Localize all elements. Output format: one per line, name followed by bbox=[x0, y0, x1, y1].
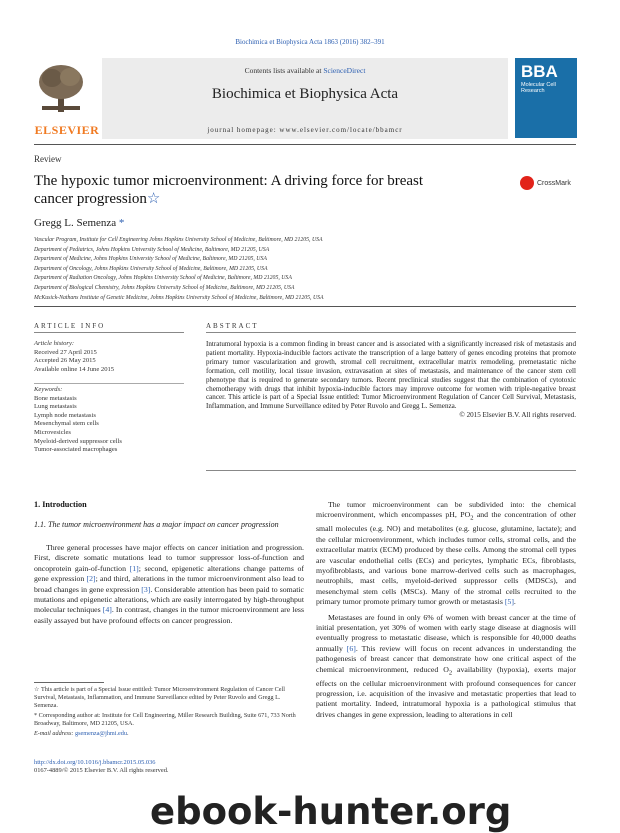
contents-line bbox=[120, 66, 490, 75]
journal-homepage[interactable]: journal homepage: www.elsevier.com/locate/bbamcr bbox=[207, 126, 403, 134]
abstract-heading: ABSTRACT bbox=[206, 322, 259, 330]
affiliation: Vascular Program, Institute for Cell Engineering Johns Hopkins University School of Medicine, Baltimore, MD 21205, USA bbox=[34, 237, 323, 243]
email-link[interactable]: gsemenza@jhmi.edu bbox=[75, 730, 127, 737]
article-info-heading: ARTICLE INFO bbox=[34, 322, 106, 330]
section-heading: 1. Introduction bbox=[34, 500, 87, 509]
text-run: Three general processes have major effects on cancer initiation and progression. First, discrete somatic mutations lead to tumor suppressor loss-of-function and oncoprotein gain-of-function bbox=[34, 543, 304, 573]
affiliation: Department of Biological Chemistry, Johns Hopkins University School of Medicine, Baltimore, MD 21205, USA bbox=[34, 284, 295, 291]
body-column-right bbox=[316, 500, 576, 725]
text-run: availability (hypoxia), exerts major effects on the cellular microenvironment with profound consequences for cancer progression, i.e. acquisition of the invasive and metastatic properties that lead to patient mortality. Indeed, intratumoral hypoxia is a pathological stimulus that drives changes in gene expression, leading to alterations in cell bbox=[316, 664, 576, 719]
elsevier-tree-icon bbox=[34, 62, 88, 114]
abstract-body bbox=[206, 340, 576, 420]
issn-line: 0167-4889/© 2015 Elsevier B.V. All rights reserved. bbox=[34, 767, 169, 775]
keyword: Tumor-associated macrophages bbox=[34, 446, 118, 454]
body-column-left bbox=[34, 543, 304, 631]
author-mark[interactable]: * bbox=[116, 217, 125, 229]
journal-reference[interactable]: Biochimica et Biophysica Acta 1863 (2016) 382–391 bbox=[235, 38, 385, 46]
elsevier-logo[interactable] bbox=[34, 62, 100, 137]
subsection-heading: 1.1. The tumor microenvironment has a major impact on cancer progression bbox=[34, 520, 279, 529]
citation-link[interactable]: [3] bbox=[141, 584, 151, 594]
article-type: Review bbox=[34, 154, 62, 164]
affiliation: Department of Radiation Oncology, Johns Hopkins University School of Medicine, Baltimore, MD 21205, USA bbox=[34, 275, 292, 282]
citation-link[interactable]: [1] bbox=[129, 563, 139, 573]
article-title-text: The hypoxic tumor microenvironment: A driving force for breast cancer progression bbox=[34, 173, 424, 207]
affiliations bbox=[34, 236, 574, 303]
history-received: Received 27 April 2015 bbox=[34, 348, 97, 356]
article-info-rule bbox=[34, 332, 184, 333]
section-divider bbox=[34, 306, 576, 307]
author-line bbox=[34, 217, 124, 229]
history-label: Article history: bbox=[34, 340, 75, 347]
citation-link[interactable]: [5] bbox=[504, 597, 514, 607]
header-divider bbox=[34, 144, 576, 145]
keywords-rule bbox=[34, 383, 184, 384]
citation-link[interactable]: [4] bbox=[102, 605, 112, 615]
keyword: Lymph node metastasis bbox=[34, 411, 96, 419]
affiliation: Department of Oncology, Johns Hopkins University School of Medicine, Baltimore, MD 21205, USA bbox=[34, 265, 268, 272]
text-run: . In contrast, changes in the tumor microenvironment are less easily assayed but have profound effects on cancer progression. bbox=[34, 605, 304, 625]
citation-link[interactable]: [2] bbox=[86, 574, 96, 584]
elsevier-wordmark: ELSEVIER bbox=[34, 123, 100, 137]
affiliation: Department of Pediatrics, Johns Hopkins University School of Medicine, Baltimore, MD 21205, USA bbox=[34, 246, 270, 253]
doi-block bbox=[34, 759, 169, 776]
cover-brand: BBA bbox=[521, 62, 558, 81]
watermark: ebook-hunter.org bbox=[150, 790, 512, 833]
text-run: The tumor microenvironment can be subdivided into: the chemical microenvironment, which encompasses pH, PO bbox=[316, 500, 576, 520]
cover-subtitle-2: Research bbox=[521, 88, 545, 94]
subscript: 2 bbox=[448, 669, 453, 677]
keyword: Microvesicles bbox=[34, 428, 71, 436]
keywords-label: Keywords: bbox=[34, 386, 63, 393]
journal-title: Biochimica et Biophysica Acta bbox=[211, 86, 399, 102]
crossmark-badge[interactable] bbox=[520, 176, 580, 194]
text-run: Metastases are found in only 6% of women with breast cancer at the time of initial presentation, yet 30% of women with early stage disease at diagnosis will eventually progress to metastatic disease, which is responsible for 40,000 deaths annually bbox=[316, 612, 576, 653]
article-history bbox=[34, 340, 184, 374]
paragraph bbox=[316, 500, 576, 608]
citation-link[interactable]: [6] bbox=[346, 643, 356, 653]
journal-cover[interactable] bbox=[515, 58, 577, 138]
abstract-copyright: © 2015 Elsevier B.V. All rights reserved. bbox=[459, 411, 576, 420]
text-run: . Considerable attention has been paid to somatic mutations and epigenetic alterations, which are easily interrogated by high-throughput molecular techniques bbox=[34, 584, 304, 615]
footnote: ☆ This article is part of a Special Issue entitled: Tumor Microenvironment Regulation of Cancer Cell Survival, Metastasis, Inflammation, and Immune Surveillance edited by Peter Ruvolo and Gregg L. Semenza. bbox=[34, 686, 285, 709]
keywords bbox=[34, 386, 184, 455]
footnote: * Corresponding author at: Institute for Cell Engineering, Miller Research Building, Suite 671, 733 North Broadway, Baltimore, MD 21205, USA. bbox=[34, 712, 296, 727]
keyword: Bone metastasis bbox=[34, 394, 77, 402]
crossmark-icon bbox=[520, 176, 534, 190]
subscript: 2 bbox=[470, 514, 474, 522]
paragraph bbox=[34, 543, 304, 626]
crossmark-label: CrossMark bbox=[537, 179, 571, 187]
paragraph bbox=[316, 613, 576, 721]
sciencedirect-link[interactable]: ScienceDirect bbox=[323, 66, 366, 75]
doi-link[interactable]: http://dx.doi.org/10.1016/j.bbamcr.2015.05.036 bbox=[34, 759, 156, 766]
text-run: and the concentration of other small molecules (e.g. NO) and metabolites (e.g. glucose, glutamine, lactate); and the cellular microenvironment, which includes tumor cells, stromal cells, and the extracellular matrix (ECM) produced by these cells. Among the stromal cell types are vascular endothelial cells (ECs) and pericytes, lymphatic ECs, fibroblasts, myofibroblasts, and various bone marrow-derived cells such as macrophages, neutrophils, mast cells, myeloid-derived suppressor cells (MDSCs), and mesenchymal stem cells (MSCs). Many of the stromal cells recruited to the primary tumor promote primary tumor growth or metastasis bbox=[316, 510, 576, 607]
text-run: ; second, epigenetic alterations change patterns of gene expression bbox=[34, 563, 304, 584]
text-run: . bbox=[513, 597, 516, 607]
history-online: Available online 14 June 2015 bbox=[34, 365, 115, 373]
text-run: . This review will focus on recent advances in understanding the pathogenesis of breast cancer that demonstrate how one critical aspect of the chemical microenvironment, reduced O bbox=[316, 643, 577, 674]
keyword: Myeloid-derived suppressor cells bbox=[34, 437, 122, 445]
contents-prefix: Contents lists available at bbox=[244, 66, 324, 75]
text-run: . bbox=[126, 730, 129, 737]
text-run: ; and third, alterations in the tumor microenvironment also lead to broad changes in gene expression bbox=[34, 574, 305, 594]
footnotes bbox=[34, 686, 304, 740]
abstract-bottom-rule bbox=[206, 470, 576, 471]
footnote-email bbox=[34, 730, 304, 738]
affiliation: Department of Medicine, Johns Hopkins University School of Medicine, Baltimore, MD 21205, USA bbox=[34, 256, 267, 263]
email-label: E-mail address: bbox=[34, 730, 76, 737]
abstract-text: Intratumoral hypoxia is a common finding in breast cancer and is associated with a significantly increased risk of metastasis and patient mortality. Hypoxia-inducible factors activate the transcription of a large battery of genes encoding proteins that promote primary tumor vascularization and growth, stromal cell recruitment, extracellular matrix remodeling, premetastatic niche formation, cell motility, local tissue invasion, extravasation at sites of metastasis, and maintenance of the cancer stem cell phenotype that is required to generate secondary tumors. Recent preclinical studies suggest that the combination of cytotoxic chemotherapy with drugs that inhibit hypoxia-inducible factors may improve outcome for women with triple-negative breast cancer. This article is part of a Special Issue entitled: Tumor Microenvironment Regulation of Cancer Cell Survival, Metastasis, Inflammation, and Immune Surveillance edited by Peter Ruvolo and Gregg L. Semenza. bbox=[206, 340, 576, 411]
keyword: Mesenchymal stem cells bbox=[34, 420, 99, 428]
affiliation: McKusick-Nathans Institute of Genetic Medicine, Johns Hopkins University School of Medicine, Baltimore, MD 21205, USA bbox=[34, 294, 324, 301]
title-footnote-mark[interactable]: ☆ bbox=[146, 191, 161, 207]
cover-subtitle-1: Molecular Cell bbox=[521, 82, 556, 88]
history-accepted: Accepted 26 May 2015 bbox=[34, 357, 96, 365]
abstract-rule bbox=[206, 332, 576, 333]
author-name[interactable]: Gregg L. Semenza bbox=[34, 217, 117, 229]
footnote-rule bbox=[34, 682, 104, 683]
article-title bbox=[34, 172, 464, 208]
keyword: Lung metastasis bbox=[34, 403, 77, 411]
